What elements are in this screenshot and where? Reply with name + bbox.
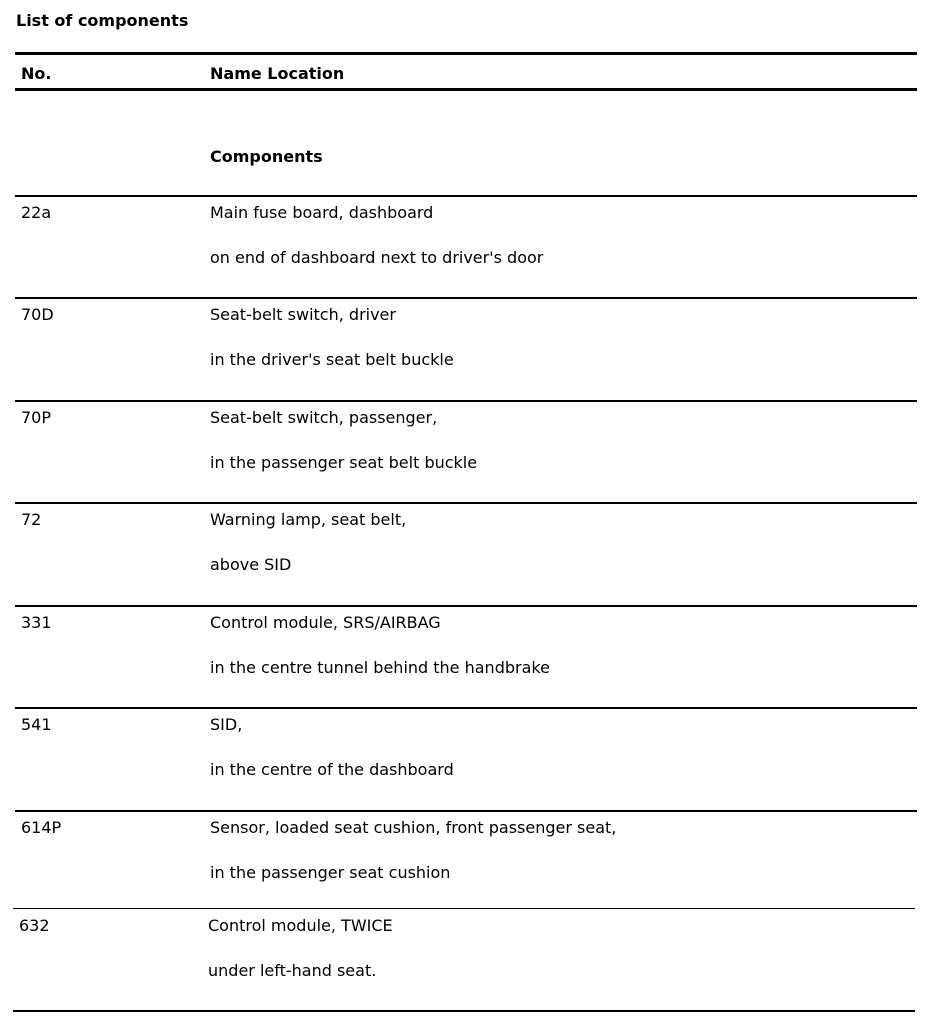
component-number: 72 [21,510,42,529]
row-divider [15,502,917,504]
section-label: Components [210,147,323,166]
table-row [0,502,944,604]
row-divider [15,810,917,812]
row-divider [13,908,915,909]
header-bottom-rule [15,88,917,91]
component-name: Control module, TWICE [208,916,393,935]
row-divider [15,707,917,709]
component-name: Seat-belt switch, driver [210,305,396,324]
component-location: in the passenger seat cushion [210,863,451,882]
component-number: 614P [21,818,62,837]
component-location: above SID [210,555,292,574]
table-bottom-rule [13,1010,915,1012]
table-row [0,195,944,297]
component-location: in the passenger seat belt buckle [210,453,478,472]
component-number: 541 [21,715,52,734]
row-divider [15,400,917,402]
table-row [0,908,944,1010]
component-name: Sensor, loaded seat cushion, front passenger seat, [210,818,617,837]
table-row [0,297,944,399]
component-name: Control module, SRS/AIRBAG [210,613,441,632]
component-number: 22a [21,203,52,222]
component-number: 632 [19,916,50,935]
component-name: Main fuse board, dashboard [210,203,434,222]
table-top-rule [15,52,917,55]
row-divider [15,605,917,607]
component-location: on end of dashboard next to driver's door [210,248,544,267]
header-no: No. [21,64,52,83]
component-name: Seat-belt switch, passenger, [210,408,438,427]
page-title: List of components [16,11,189,30]
table-row [0,707,944,809]
component-location: under left-hand seat. [208,961,377,980]
component-name: Warning lamp, seat belt, [210,510,407,529]
table-row [0,810,944,912]
component-location: in the centre of the dashboard [210,760,454,779]
component-number: 70D [21,305,54,324]
row-divider [15,195,917,197]
component-location: in the driver's seat belt buckle [210,350,454,369]
component-number: 331 [21,613,52,632]
component-name: SID, [210,715,243,734]
header-name-location: Name Location [210,64,345,83]
table-row [0,605,944,707]
component-location: in the centre tunnel behind the handbrake [210,658,550,677]
table-row [0,400,944,502]
row-divider [15,297,917,299]
component-number: 70P [21,408,52,427]
